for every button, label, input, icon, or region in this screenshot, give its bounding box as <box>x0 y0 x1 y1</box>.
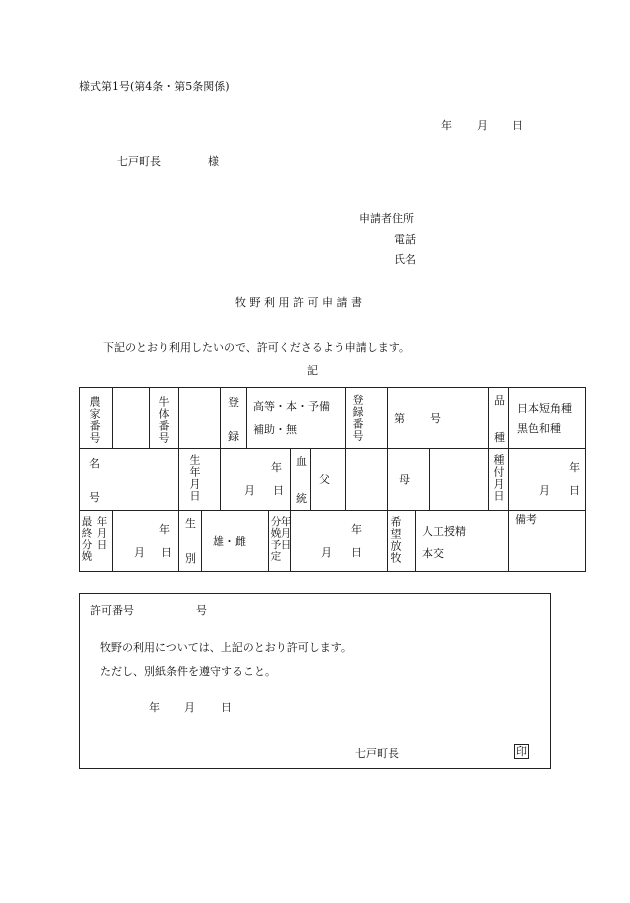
breeding-date-value: 年 月 日 <box>509 449 586 511</box>
birth-date-value: 年 月 日 <box>221 449 291 511</box>
breed-label: 品 種 <box>489 388 509 449</box>
registration-label <box>221 388 247 449</box>
permit-number-go: 号 <box>196 604 207 617</box>
last-calving-value: 年 月 日 <box>113 511 179 572</box>
registration-no-label: 登録番号 <box>346 388 388 449</box>
breed-options: 日本短角種 黒色和種 <box>509 388 586 449</box>
sex-label: 生 別 <box>179 511 202 572</box>
ki-label: 記 <box>307 364 318 377</box>
applicant-name-label: 氏名 <box>394 253 416 266</box>
last-calving-label: 最終分娩 年月日 <box>80 511 113 572</box>
permit-number-label: 許可番号 <box>90 604 134 617</box>
applicant-address-label: 申請者住所 <box>359 212 414 225</box>
permit-date-month: 月 <box>184 701 195 714</box>
intro-text: 下記のとおり利用したいので、許可くださるよう申請します。 <box>103 341 410 354</box>
applicant-phone-label: 電話 <box>394 233 416 246</box>
registration-no-value: 第 号 <box>388 388 489 449</box>
mother-field: 母 <box>388 449 430 511</box>
header-date-day: 日 <box>512 119 523 132</box>
father-value <box>346 449 388 511</box>
registration-grade: 高等・本・予備 補助・無 <box>247 388 346 449</box>
honorific: 様 <box>208 155 219 168</box>
farmer-no-label: 農家番号 <box>80 388 113 449</box>
document-title: 牧 野 利 用 許 可 申 請 書 <box>235 296 362 309</box>
breeding-date-label: 種付月日 <box>489 449 509 511</box>
expected-calving-label: 分娩予定 年月日 <box>269 511 291 572</box>
sex-value: 雄・雌 <box>202 511 269 572</box>
name-field: 名 号 <box>80 449 179 511</box>
seal-mark <box>514 746 529 757</box>
registration-bottom: 録 <box>228 430 239 443</box>
mother-value <box>430 449 489 511</box>
header-date-month: 月 <box>477 119 488 132</box>
permit-date-year: 年 <box>149 701 160 714</box>
addressee: 七戸町長 <box>117 155 161 168</box>
desired-grazing-label: 希望放牧 <box>388 511 416 572</box>
father-field: 父 <box>311 449 346 511</box>
permit-line-2: ただし、別紙条件を遵守すること。 <box>100 665 276 678</box>
bloodline-label: 血 統 <box>291 449 311 511</box>
grazing-method: 人工授精 本交 <box>416 511 509 572</box>
remarks-field: 備考 <box>509 511 586 572</box>
birth-date-label: 生年月日 <box>179 449 221 511</box>
cattle-no-value <box>179 388 221 449</box>
permit-line-1: 牧野の利用については、上記のとおり許可します。 <box>100 641 352 654</box>
farmer-no-value <box>113 388 150 449</box>
permit-mayor: 七戸町長 <box>355 747 399 760</box>
permit-box <box>79 593 551 769</box>
form-number: 様式第1号(第4条・第5条関係) <box>79 80 230 93</box>
cattle-no-label: 牛体番号 <box>150 388 179 449</box>
expected-calving-value: 年 月 日 <box>291 511 388 572</box>
permit-date-day: 日 <box>221 701 232 714</box>
registration-top: 登 <box>228 396 239 409</box>
seal-icon: 印 <box>516 745 527 758</box>
application-table <box>79 387 586 572</box>
header-date-year: 年 <box>441 119 452 132</box>
